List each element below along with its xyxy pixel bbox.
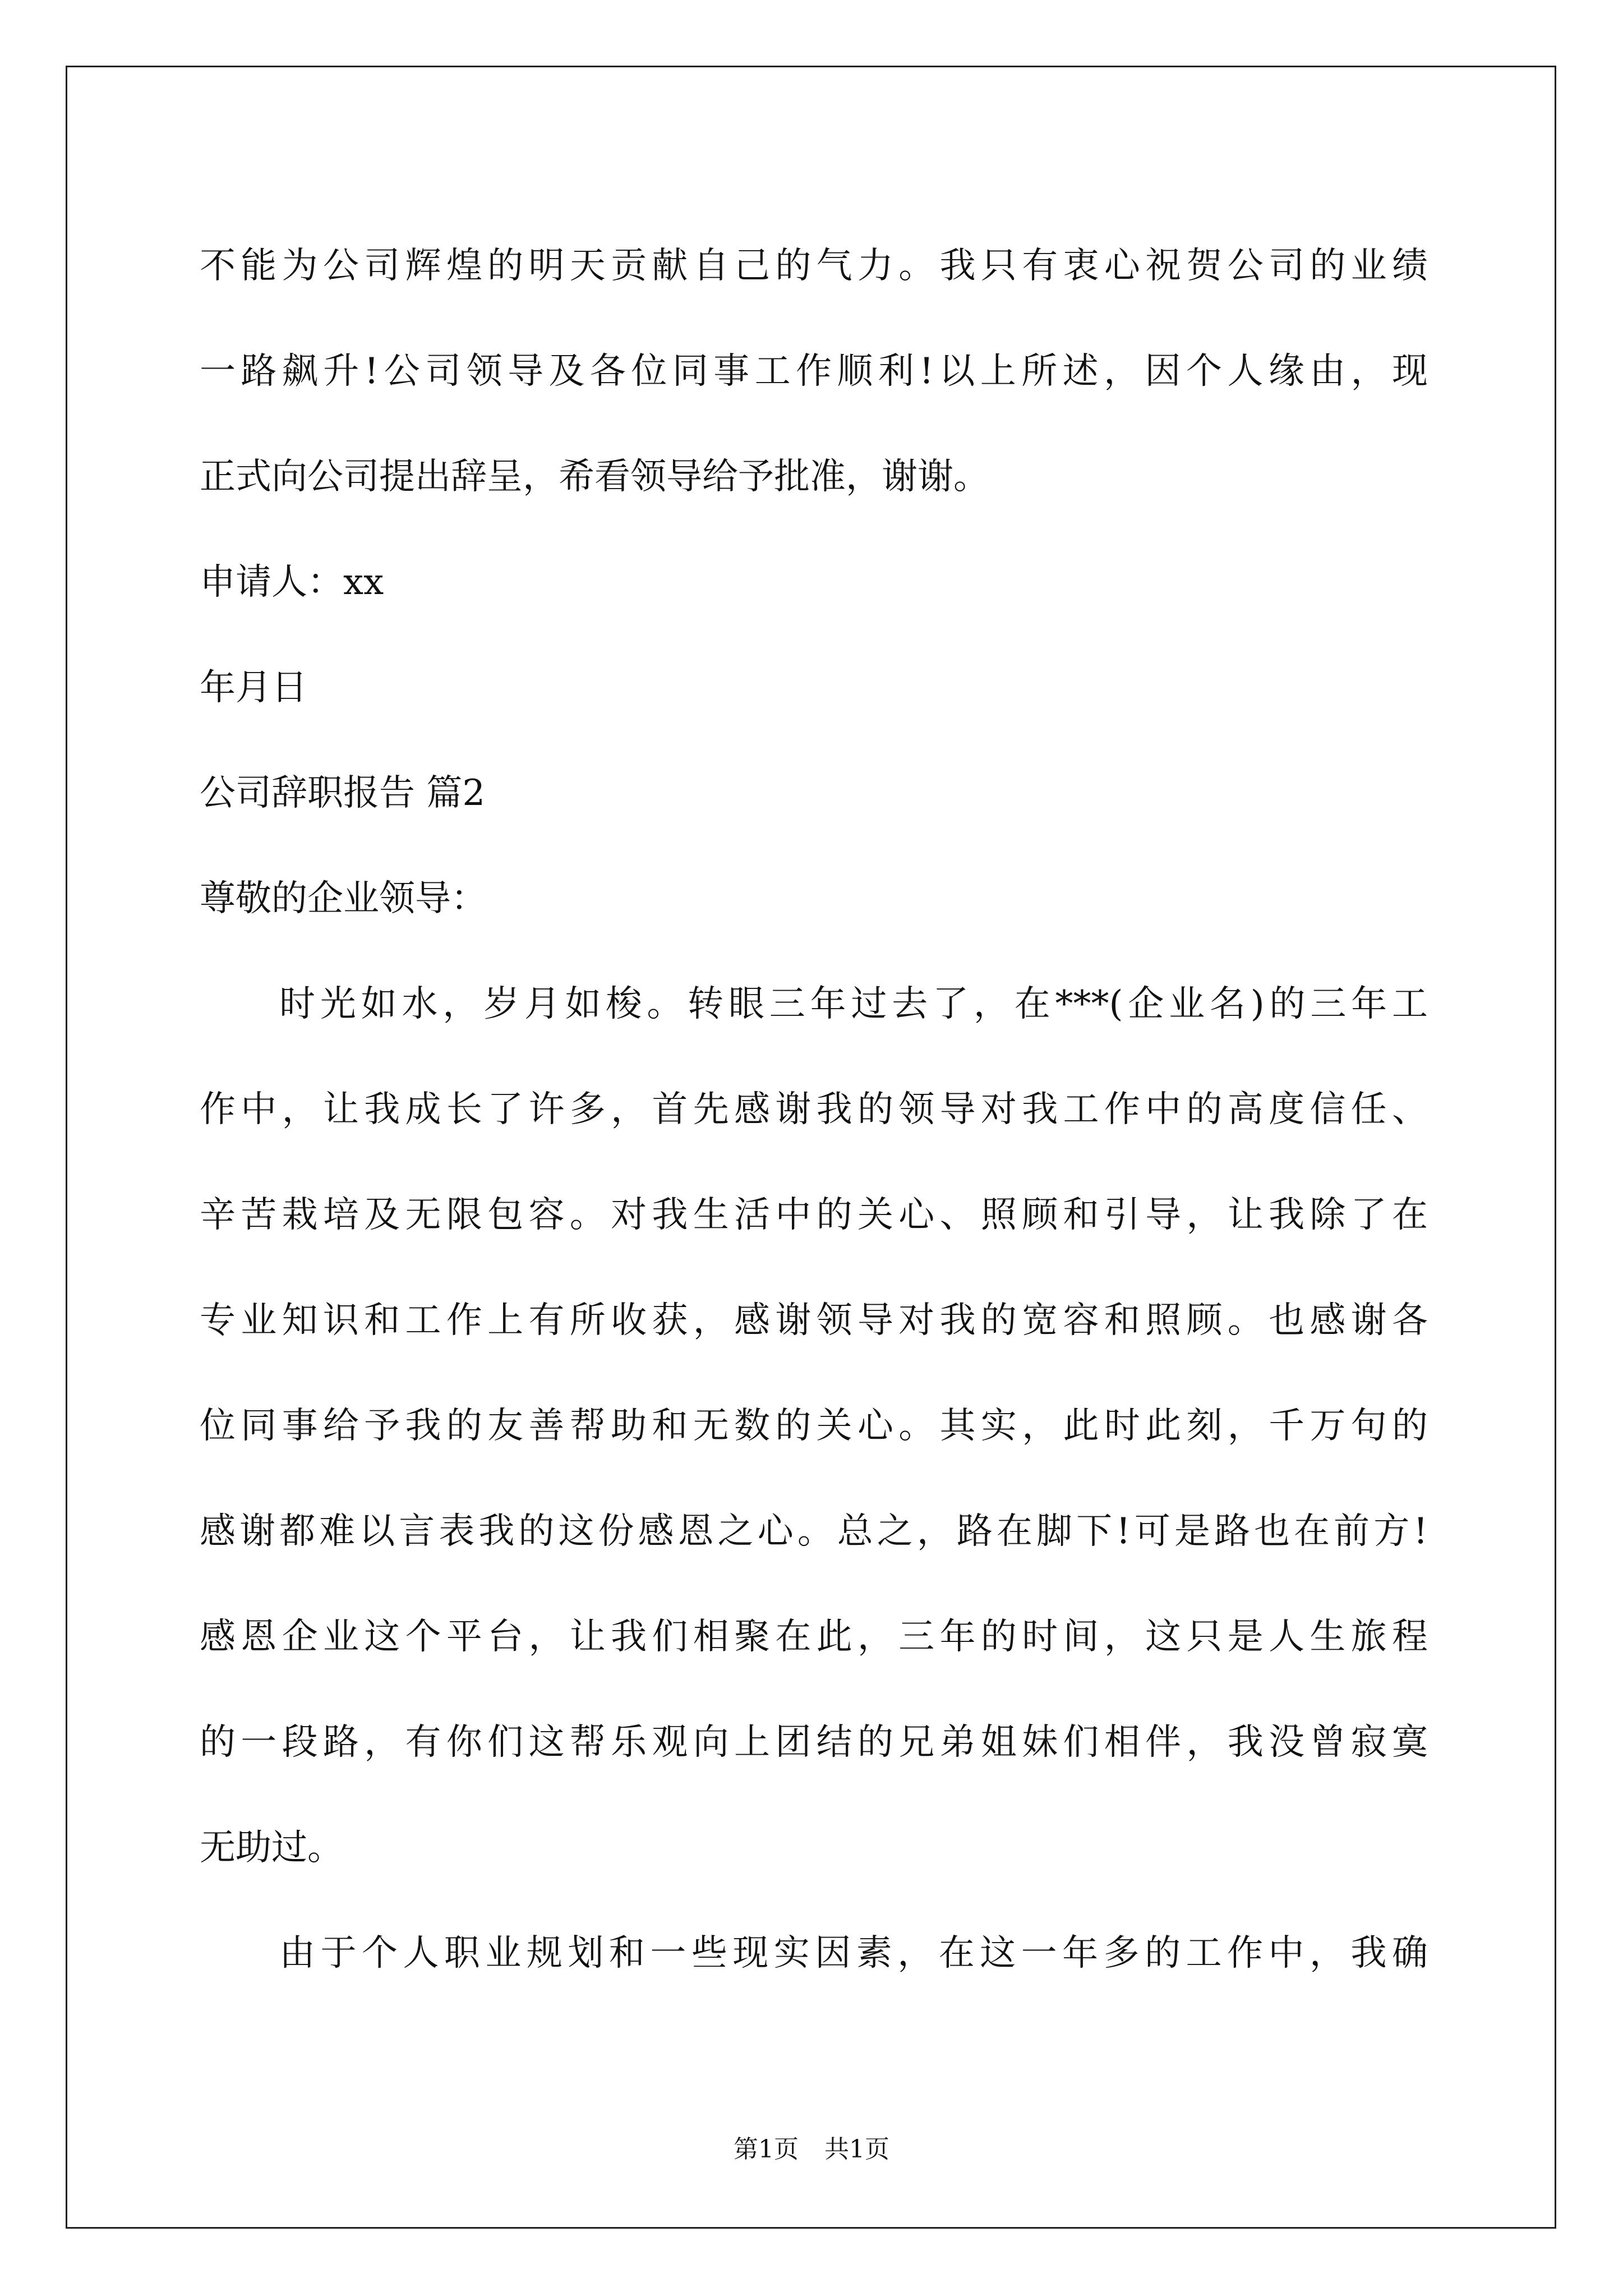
text-line: 无助过。 [200,1827,343,1869]
text-line: 不能为公司辉煌的明天贡献自己的气力。我只有衷心祝贺公司的业绩 [200,245,1428,287]
text-line: 专业知识和工作上有所收获，感谢领导对我的宽容和照顾。也感谢各 [200,1300,1428,1341]
text-line: 感谢都难以言表我的这份感恩之心。总之，路在脚下!可是路也在前方! [200,1511,1428,1552]
text-line: 位同事给予我的友善帮助和无数的关心。其实，此时此刻，千万句的 [200,1405,1428,1447]
section-heading: 公司辞职报告 篇2 [200,772,486,814]
text-line: 时光如水，岁月如梭。转眼三年过去了，在***(企业名)的三年工 [279,983,1428,1025]
page-number: 第1页 [734,2135,799,2164]
text-line: 由于个人职业规划和一些现实因素，在这一年多的工作中，我确 [279,1932,1428,1974]
text-line: 辛苦栽培及无限包容。对我生活中的关心、照顾和引导，让我除了在 [200,1194,1428,1236]
applicant-line: 申请人：xx [200,562,384,603]
date-line: 年月日 [200,667,307,708]
text-line: 一路飙升!公司领导及各位同事工作顺利!以上所述，因个人缘由，现 [200,351,1428,392]
text-line: 感恩企业这个平台，让我们相聚在此，三年的时间，这只是人生旅程 [200,1616,1428,1658]
page-footer [0,2133,1623,2166]
text-line: 的一段路，有你们这帮乐观向上团结的兄弟姐妹们相伴，我没曾寂寞 [200,1722,1428,1763]
document-body [200,213,1428,2006]
page-total: 共1页 [824,2135,889,2164]
text-line: 作中，让我成长了许多，首先感谢我的领导对我工作中的高度信任、 [200,1089,1428,1130]
text-line: 正式向公司提出辞呈，希看领导给予批准，谢谢。 [200,456,989,498]
salutation: 尊敬的企业领导： [200,878,487,919]
